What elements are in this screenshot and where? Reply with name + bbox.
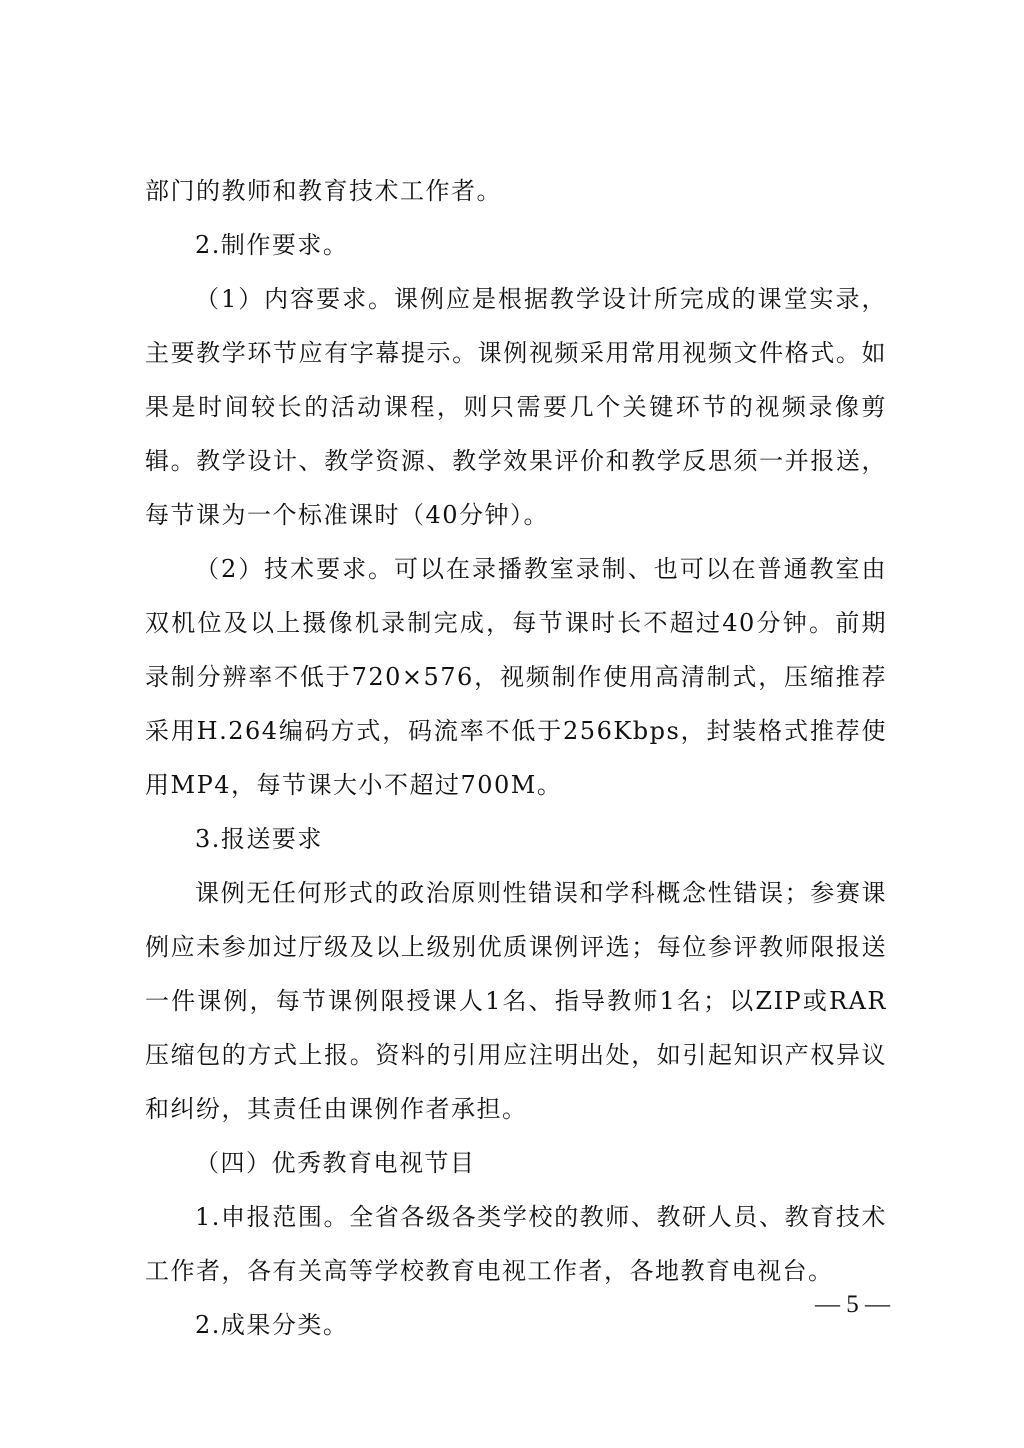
paragraph-5-heading: 3.报送要求	[195, 825, 323, 853]
paragraph-7-section-heading: （四）优秀教育电视节目	[195, 1149, 476, 1177]
document-body	[145, 164, 887, 1352]
paragraph-2-heading: 2.制作要求。	[195, 231, 349, 259]
paragraph-6-submission-requirements: 课例无任何形式的政治原则性错误和学科概念性错误；参赛课例应未参加过厅级及以上级别优质课例评选；每位参评教师限报送一件课例，每节课例限授课人1名、指导教师1名；以ZIP或RAR压缩包的方式上报。资料的引用应注明出处，如引起知识产权异议和纠纷，其责任由课例作者承担。	[145, 879, 887, 1123]
paragraph-4-technical-requirements: （2）技术要求。可以在录播教室录制、也可以在普通教室由双机位及以上摄像机录制完成，每节课时长不超过40分钟。前期录制分辨率不低于720×576，视频制作使用高清制式，压缩推荐采用H.264编码方式，码流率不低于256Kbps，封装格式推荐使用MP4，每节课大小不超过700M。	[145, 555, 887, 799]
paragraph-3-content-requirements: （1）内容要求。课例应是根据教学设计所完成的课堂实录，主要教学环节应有字幕提示。课例视频采用常用视频文件格式。如果是时间较长的活动课程，则只需要几个关键环节的视频录像剪辑。教学设计、教学资源、教学效果评价和教学反思须一并报送，每节课为一个标准课时（40分钟）。	[145, 285, 887, 529]
paragraph-9-heading: 2.成果分类。	[195, 1311, 349, 1339]
paragraph-8-application-scope: 1.申报范围。全省各级各类学校的教师、教研人员、教育技术工作者，各有关高等学校教育电视工作者，各地教育电视台。	[145, 1203, 887, 1285]
page-number: — 5 —	[815, 1291, 890, 1318]
paragraph-1: 部门的教师和教育技术工作者。	[145, 177, 502, 205]
